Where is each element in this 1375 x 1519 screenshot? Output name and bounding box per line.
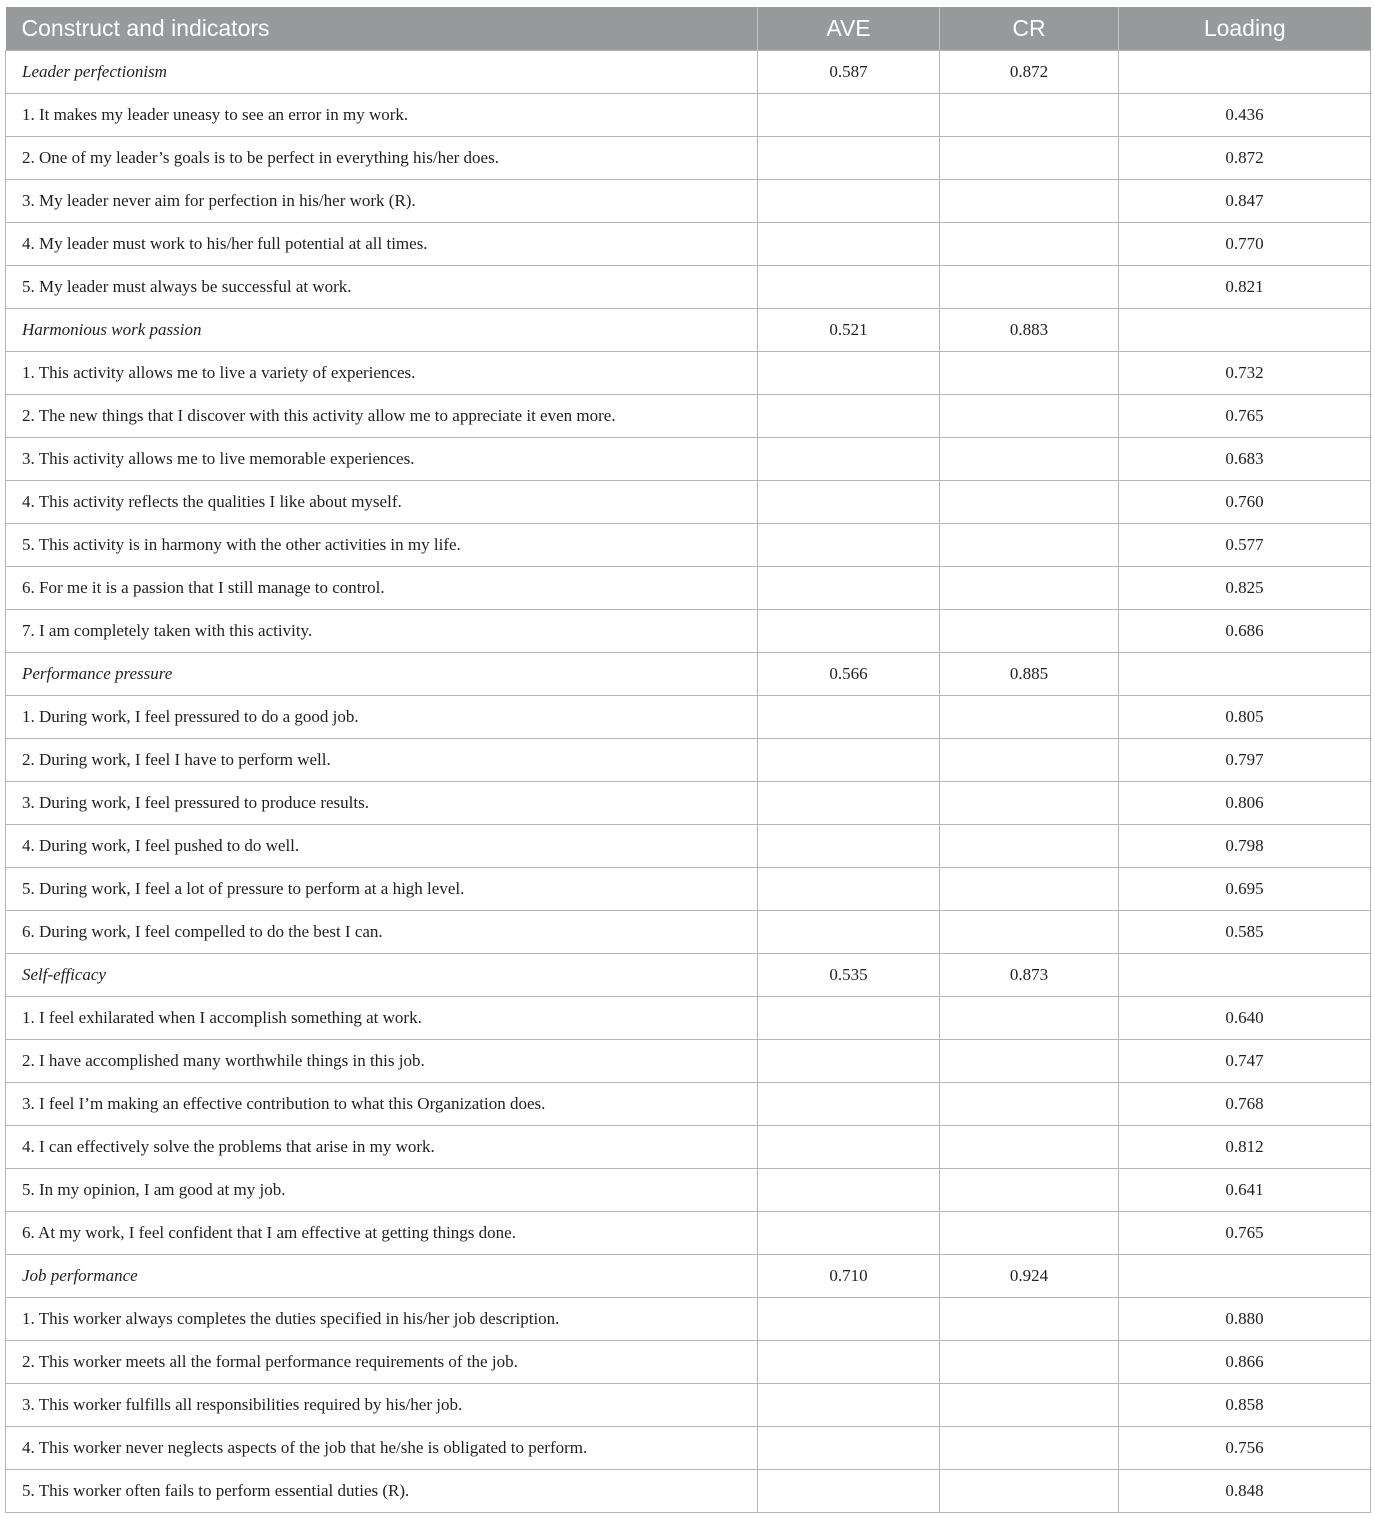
indicator-cr-empty [940, 610, 1119, 653]
indicator-cr-empty [940, 696, 1119, 739]
indicator-text: 4. During work, I feel pushed to do well. [6, 825, 758, 868]
indicator-ave-empty [758, 696, 940, 739]
indicator-loading: 0.825 [1119, 567, 1371, 610]
indicator-cr-empty [940, 567, 1119, 610]
indicator-row [6, 739, 1371, 782]
indicator-row [6, 524, 1371, 567]
indicator-ave-empty [758, 911, 940, 954]
indicator-cr-empty [940, 1341, 1119, 1384]
indicator-loading: 0.641 [1119, 1169, 1371, 1212]
indicator-cr-empty [940, 782, 1119, 825]
indicator-text: 7. I am completely taken with this activity. [6, 610, 758, 653]
indicator-row [6, 395, 1371, 438]
indicator-ave-empty [758, 137, 940, 180]
construct-cr: 0.883 [940, 309, 1119, 352]
indicator-row [6, 438, 1371, 481]
indicator-loading: 0.848 [1119, 1470, 1371, 1513]
indicator-loading: 0.436 [1119, 94, 1371, 137]
construct-row [6, 51, 1371, 94]
indicator-text: 6. During work, I feel compelled to do the best I can. [6, 911, 758, 954]
table-body [6, 51, 1371, 1513]
indicator-text: 6. At my work, I feel confident that I am effective at getting things done. [6, 1212, 758, 1255]
indicator-text: 3. During work, I feel pressured to produce results. [6, 782, 758, 825]
indicator-ave-empty [758, 739, 940, 782]
construct-name: Leader perfectionism [6, 51, 758, 94]
indicator-row [6, 180, 1371, 223]
indicator-row [6, 1212, 1371, 1255]
indicator-loading: 0.640 [1119, 997, 1371, 1040]
indicator-cr-empty [940, 266, 1119, 309]
indicator-ave-empty [758, 180, 940, 223]
indicator-text: 3. This worker fulfills all responsibilities required by his/her job. [6, 1384, 758, 1427]
indicator-loading: 0.805 [1119, 696, 1371, 739]
indicator-ave-empty [758, 1298, 940, 1341]
indicator-loading: 0.686 [1119, 610, 1371, 653]
indicator-text: 2. The new things that I discover with this activity allow me to appreciate it even more. [6, 395, 758, 438]
indicator-row [6, 1384, 1371, 1427]
indicator-ave-empty [758, 352, 940, 395]
construct-row [6, 954, 1371, 997]
indicator-text: 3. My leader never aim for perfection in his/her work (R). [6, 180, 758, 223]
indicator-ave-empty [758, 395, 940, 438]
indicator-cr-empty [940, 1427, 1119, 1470]
indicator-cr-empty [940, 868, 1119, 911]
construct-loading-empty [1119, 954, 1371, 997]
indicator-loading: 0.880 [1119, 1298, 1371, 1341]
indicator-row [6, 1040, 1371, 1083]
indicator-text: 4. This activity reflects the qualities I like about myself. [6, 481, 758, 524]
construct-row [6, 309, 1371, 352]
indicator-cr-empty [940, 739, 1119, 782]
indicator-cr-empty [940, 1470, 1119, 1513]
header-construct: Construct and indicators [6, 7, 758, 51]
indicator-text: 5. During work, I feel a lot of pressure to perform at a high level. [6, 868, 758, 911]
indicator-cr-empty [940, 1212, 1119, 1255]
indicator-text: 4. My leader must work to his/her full potential at all times. [6, 223, 758, 266]
indicator-ave-empty [758, 1341, 940, 1384]
indicator-ave-empty [758, 997, 940, 1040]
indicator-text: 5. My leader must always be successful at work. [6, 266, 758, 309]
indicator-loading: 0.765 [1119, 395, 1371, 438]
indicator-row [6, 610, 1371, 653]
indicator-text: 2. One of my leader’s goals is to be perfect in everything his/her does. [6, 137, 758, 180]
indicator-ave-empty [758, 1384, 940, 1427]
indicator-loading: 0.695 [1119, 868, 1371, 911]
indicator-text: 1. During work, I feel pressured to do a good job. [6, 696, 758, 739]
indicator-row [6, 825, 1371, 868]
construct-row [6, 1255, 1371, 1298]
construct-cr: 0.873 [940, 954, 1119, 997]
indicator-loading: 0.768 [1119, 1083, 1371, 1126]
indicator-row [6, 1427, 1371, 1470]
indicator-cr-empty [940, 223, 1119, 266]
indicator-row [6, 94, 1371, 137]
construct-ave: 0.535 [758, 954, 940, 997]
indicator-loading: 0.577 [1119, 524, 1371, 567]
indicator-row [6, 1341, 1371, 1384]
construct-ave: 0.710 [758, 1255, 940, 1298]
indicator-row [6, 911, 1371, 954]
indicator-row [6, 352, 1371, 395]
indicator-cr-empty [940, 94, 1119, 137]
indicator-cr-empty [940, 438, 1119, 481]
indicator-ave-empty [758, 1212, 940, 1255]
construct-name: Self-efficacy [6, 954, 758, 997]
indicator-text: 5. This activity is in harmony with the other activities in my life. [6, 524, 758, 567]
indicator-cr-empty [940, 137, 1119, 180]
indicator-loading: 0.797 [1119, 739, 1371, 782]
indicator-row [6, 1083, 1371, 1126]
indicator-loading: 0.821 [1119, 266, 1371, 309]
table-header [6, 7, 1371, 51]
indicator-loading: 0.747 [1119, 1040, 1371, 1083]
indicator-text: 3. I feel I’m making an effective contribution to what this Organization does. [6, 1083, 758, 1126]
construct-ave: 0.566 [758, 653, 940, 696]
indicator-row [6, 567, 1371, 610]
indicator-text: 5. In my opinion, I am good at my job. [6, 1169, 758, 1212]
indicator-loading: 0.585 [1119, 911, 1371, 954]
indicator-ave-empty [758, 223, 940, 266]
indicator-loading: 0.847 [1119, 180, 1371, 223]
indicator-loading: 0.756 [1119, 1427, 1371, 1470]
indicator-row [6, 223, 1371, 266]
indicator-ave-empty [758, 1427, 940, 1470]
construct-ave: 0.587 [758, 51, 940, 94]
indicator-row [6, 481, 1371, 524]
results-table [5, 7, 1371, 1513]
indicator-cr-empty [940, 1384, 1119, 1427]
indicator-loading: 0.760 [1119, 481, 1371, 524]
indicator-ave-empty [758, 481, 940, 524]
indicator-text: 4. This worker never neglects aspects of the job that he/she is obligated to perform. [6, 1427, 758, 1470]
indicator-row [6, 997, 1371, 1040]
indicator-cr-empty [940, 180, 1119, 223]
indicator-text: 1. This worker always completes the duties specified in his/her job description. [6, 1298, 758, 1341]
indicator-ave-empty [758, 567, 940, 610]
indicator-cr-empty [940, 524, 1119, 567]
construct-loading-empty [1119, 51, 1371, 94]
construct-cr: 0.924 [940, 1255, 1119, 1298]
indicator-row [6, 1470, 1371, 1513]
indicator-loading: 0.798 [1119, 825, 1371, 868]
indicator-cr-empty [940, 395, 1119, 438]
construct-name: Harmonious work passion [6, 309, 758, 352]
indicator-text: 2. I have accomplished many worthwhile things in this job. [6, 1040, 758, 1083]
header-loading: Loading [1119, 7, 1371, 51]
construct-loading-empty [1119, 1255, 1371, 1298]
indicator-cr-empty [940, 911, 1119, 954]
indicator-ave-empty [758, 1470, 940, 1513]
indicator-cr-empty [940, 481, 1119, 524]
indicator-cr-empty [940, 1169, 1119, 1212]
indicator-text: 1. This activity allows me to live a variety of experiences. [6, 352, 758, 395]
indicator-ave-empty [758, 438, 940, 481]
indicator-loading: 0.770 [1119, 223, 1371, 266]
indicator-row [6, 1126, 1371, 1169]
indicator-ave-empty [758, 1083, 940, 1126]
construct-cr: 0.885 [940, 653, 1119, 696]
indicator-text: 1. It makes my leader uneasy to see an error in my work. [6, 94, 758, 137]
indicator-text: 2. This worker meets all the formal performance requirements of the job. [6, 1341, 758, 1384]
indicator-cr-empty [940, 1126, 1119, 1169]
indicator-ave-empty [758, 868, 940, 911]
indicator-cr-empty [940, 352, 1119, 395]
indicator-ave-empty [758, 94, 940, 137]
indicator-loading: 0.732 [1119, 352, 1371, 395]
indicator-ave-empty [758, 524, 940, 567]
indicator-ave-empty [758, 266, 940, 309]
indicator-row [6, 868, 1371, 911]
construct-loading-empty [1119, 653, 1371, 696]
indicator-cr-empty [940, 997, 1119, 1040]
indicator-cr-empty [940, 1040, 1119, 1083]
header-row [6, 7, 1371, 51]
indicator-loading: 0.765 [1119, 1212, 1371, 1255]
indicator-ave-empty [758, 825, 940, 868]
construct-row [6, 653, 1371, 696]
indicator-ave-empty [758, 1169, 940, 1212]
construct-name: Job performance [6, 1255, 758, 1298]
indicator-row [6, 266, 1371, 309]
construct-ave: 0.521 [758, 309, 940, 352]
indicator-text: 1. I feel exhilarated when I accomplish something at work. [6, 997, 758, 1040]
indicator-loading: 0.683 [1119, 438, 1371, 481]
indicator-ave-empty [758, 1040, 940, 1083]
indicator-ave-empty [758, 1126, 940, 1169]
indicator-row [6, 782, 1371, 825]
indicator-loading: 0.812 [1119, 1126, 1371, 1169]
indicator-cr-empty [940, 825, 1119, 868]
indicator-row [6, 137, 1371, 180]
indicator-loading: 0.872 [1119, 137, 1371, 180]
header-cr: CR [940, 7, 1119, 51]
indicator-row [6, 1169, 1371, 1212]
indicator-text: 5. This worker often fails to perform essential duties (R). [6, 1470, 758, 1513]
indicator-text: 4. I can effectively solve the problems that arise in my work. [6, 1126, 758, 1169]
construct-loading-empty [1119, 309, 1371, 352]
indicator-ave-empty [758, 782, 940, 825]
indicator-ave-empty [758, 610, 940, 653]
indicator-row [6, 1298, 1371, 1341]
construct-cr: 0.872 [940, 51, 1119, 94]
indicator-row [6, 696, 1371, 739]
construct-name: Performance pressure [6, 653, 758, 696]
indicator-cr-empty [940, 1083, 1119, 1126]
indicator-text: 3. This activity allows me to live memorable experiences. [6, 438, 758, 481]
indicator-loading: 0.858 [1119, 1384, 1371, 1427]
header-ave: AVE [758, 7, 940, 51]
indicator-cr-empty [940, 1298, 1119, 1341]
indicator-text: 2. During work, I feel I have to perform well. [6, 739, 758, 782]
indicator-text: 6. For me it is a passion that I still manage to control. [6, 567, 758, 610]
indicator-loading: 0.806 [1119, 782, 1371, 825]
indicator-loading: 0.866 [1119, 1341, 1371, 1384]
